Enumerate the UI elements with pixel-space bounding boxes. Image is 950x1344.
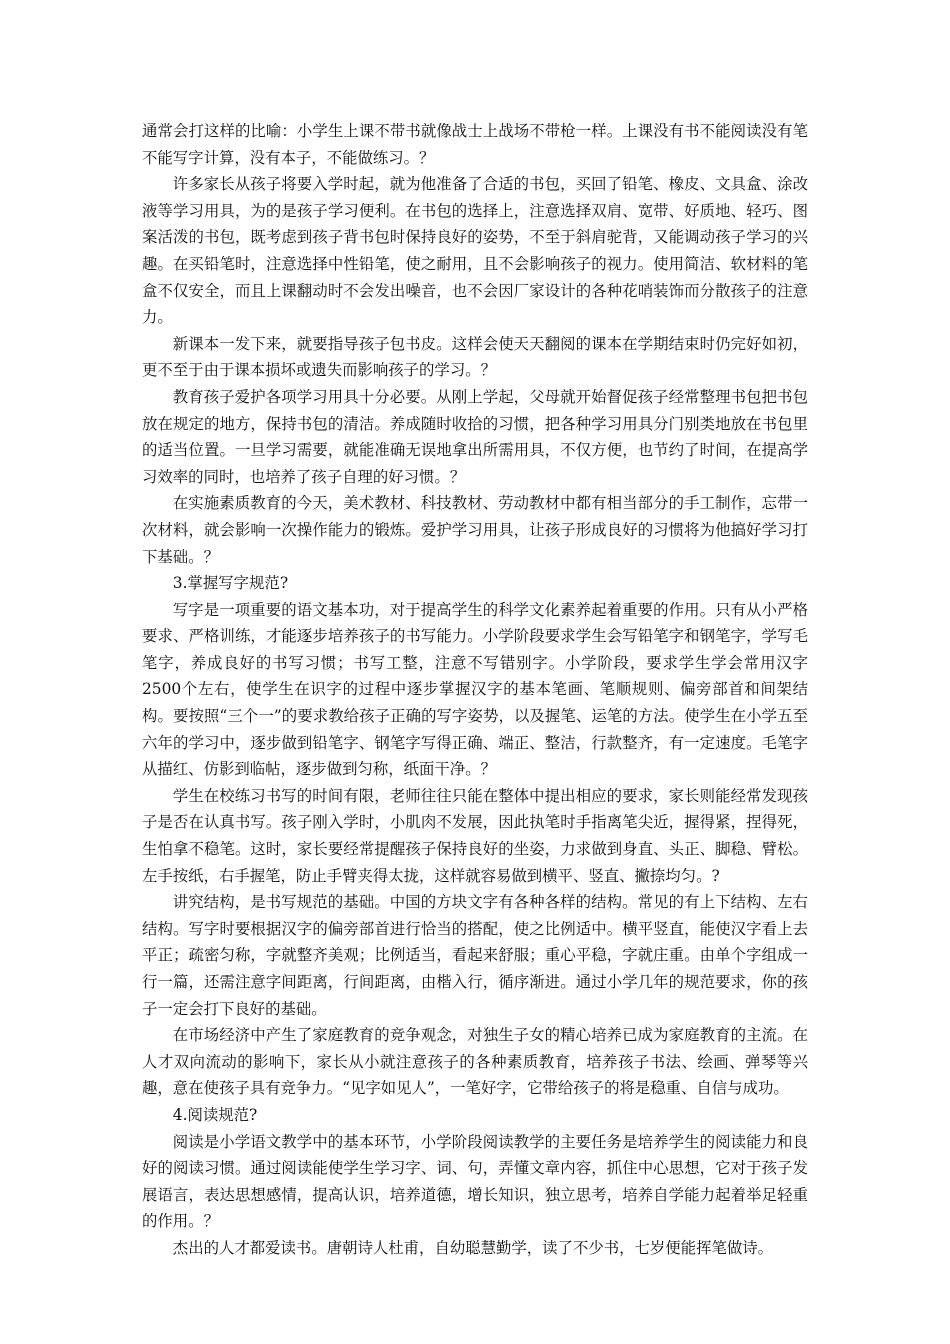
paragraph-quality-education: 在实施素质教育的今天，美术教材、科技教材、劳动教材中都有相当部分的手工制作，忘带一次材料，就会影响一次操作能力的锻炼。爱护学习用具，让孩子形成良好的习惯将为他搞好学习打下基础。？ [142, 494, 808, 566]
section-heading-writing: 3.掌握写字规范? [172, 574, 289, 593]
paragraph-writing-basics: 写字是一项重要的语文基本功，对于提高学生的科学文化素养起着重要的作用。只有从小严格要求、严格训练，才能逐步培养孩子的书写能力。小学阶段要求学生会写铅笔字和钢笔字，学写毛笔字，养成良好的书写习惯；书写工整，注意不写错别字。小学阶段，要求学生学会常用汉字2500个左右，使学生在识字的过程中逐步掌握汉字的基本笔画、笔顺规则、偏旁部首和间架结构。要按照“三个一”的要求教给孩子正确的写字姿势，以及握笔、运笔的方法。使学生在小学五至六年的学习中，逐步做到铅笔字、钢笔字写得正确、端正、整洁，行款整齐，有一定速度。毛笔字从描红、仿影到临帖，逐步做到匀称，纸面干净。？ [142, 600, 808, 779]
paragraph-care-of-supplies: 教育孩子爱护各项学习用具十分必要。从刚上学起，父母就开始督促孩子经常整理书包把书包放在规定的地方，保持书包的清洁。养成随时收拾的习惯，把各种学习用具分门别类地放在书包里的适当位置。一旦学习需要，就能准确无误地拿出所需用具，不仅方便，也节约了时间，在提高学习效率的同时，也培养了孩子自理的好习惯。？ [142, 387, 808, 486]
paragraph-book-covers: 新课本一发下来，就要指导孩子包书皮。这样会使天天翻阅的课本在学期结束时仍完好如初，更不至于由于课本损坏或遗失而影响孩子的学习。？ [142, 334, 808, 380]
paragraph-reading-basics: 阅读是小学语文教学中的基本环节，小学阶段阅读教学的主要任务是培养学生的阅读能力和良好的阅读习惯。通过阅读能使学生学习字、词、句，弄懂文章内容，抓住中心思想，它对于孩子发展语言，表达思想感情，提高认识，培养道德，增长知识，独立思考，培养自学能力起着举足轻重的作用。？ [142, 1132, 808, 1231]
paragraph-writing-posture: 学生在校练习书写的时间有限，老师往往只能在整体中提出相应的要求，家长则能经常发现孩子是否在认真书写。孩子刚入学时，小肌肉不发展，因此执笔时手指离笔尖近，握得紧，捏得死，生怕拿不稳笔。这时，家长要经常提醒孩子保持良好的坐姿，力求做到身直、头正、脚稳、臂松。左手按纸，右手握笔，防止手臂夹得太拢，这样就容易做到横平、竖直、撇捺均匀。? [142, 786, 808, 885]
document-body [142, 118, 808, 1262]
section-heading-reading: 4.阅读规范? [172, 1105, 258, 1124]
paragraph-du-fu: 杰出的人才都爱读书。唐朝诗人杜甫，自幼聪慧勤学，读了不少书，七岁便能挥笔做诗。 [172, 1238, 774, 1257]
paragraph-continuation: 通常会打这样的比喻：小学生上课不带书就像战士上战场不带枪一样。上课没有书不能阅读没有笔不能写字计算，没有本子，不能做练习。？ [142, 122, 808, 167]
paragraph-competition: 在市场经济中产生了家庭教育的竞争观念，对独生子女的精心培养已成为家庭教育的主流。在人才双向流动的影响下，家长从小就注意孩子的各种素质教育，培养孩子书法、绘画、弹琴等兴趣，意在使孩子具有竞争力。“见字如见人”，一笔好字，它带给孩子的将是稳重、自信与成功。 [142, 1026, 808, 1098]
paragraph-school-supplies: 许多家长从孩子将要入学时起，就为他准备了合适的书包，买回了铅笔、橡皮、文具盒、涂改液等学习用具，为的是孩子学习便利。在书包的选择上，注意选择双肩、宽带、好质地、轻巧、图案活泼的书包，既考虑到孩子背书包时保持良好的姿势，不至于斜肩驼背，又能调动孩子学习的兴趣。在买铅笔时，注意选择中性铅笔，使之耐用，且不会影响孩子的视力。使用简洁、软材料的笔盒不仅安全，而且上课翻动时不会发出噪音，也不会因厂家设计的各种花哨装饰而分散孩子的注意力。 [142, 175, 808, 327]
paragraph-character-structure: 讲究结构，是书写规范的基础。中国的方块文字有各种各样的结构。常见的有上下结构、左右结构。写字时要根据汉字的偏旁部首进行恰当的搭配，使之比例适中。横平竖直，能使汉字看上去平正；疏密匀称，字就整齐美观；比例适当，看起来舒服；重心平稳，字就庄重。由单个字组成一行一篇，还需注意字间距离，行间距离，由楷入行，循序渐进。通过小学几年的规范要求，你的孩子一定会打下良好的基础。 [142, 893, 808, 1018]
